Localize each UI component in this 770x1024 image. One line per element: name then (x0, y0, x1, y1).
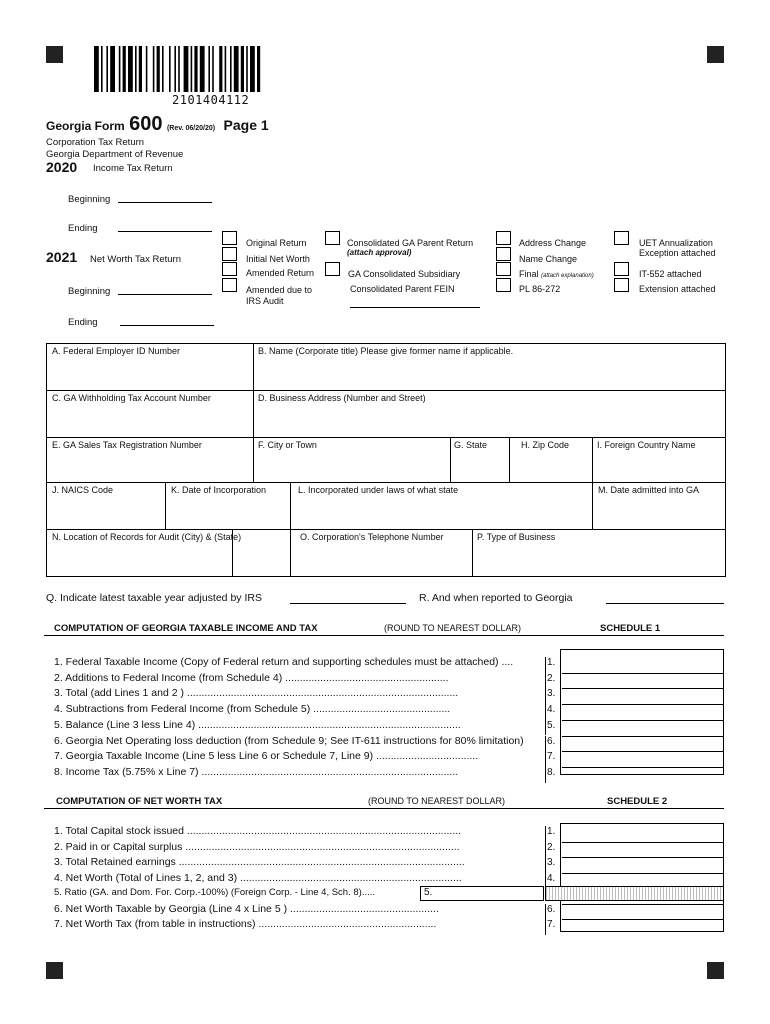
barcode-bar (191, 46, 193, 92)
schedule1-line-1-label: 1. Federal Taxable Income (Copy of Federal return and supporting schedules must be attached) .... (54, 656, 514, 668)
schedule1-amount-box (560, 649, 724, 775)
consolidated-parent-checkbox[interactable] (325, 231, 340, 245)
field-b-label: B. Name (Corporate title) Please give former name if applicable. (258, 346, 514, 356)
schedule2-header (44, 794, 724, 809)
pl-86-272-checkbox[interactable] (496, 278, 511, 292)
schedule2-line-6-label: 6. Net Worth Taxable by Georgia (Line 4 x Line 5 ) ................................................... (54, 902, 439, 915)
field-o-label: O. Corporation's Telephone Number (300, 532, 444, 542)
barcode-bar (128, 46, 133, 92)
field-f-label: F. City or Town (258, 440, 317, 450)
it-552-label: IT-552 attached (639, 269, 702, 279)
extension-checkbox[interactable] (614, 278, 629, 292)
schedule2-ratio-hatch (545, 886, 724, 901)
final-checkbox[interactable] (496, 262, 511, 276)
form-page: Page 1 (223, 117, 269, 133)
barcode-bar (194, 46, 197, 92)
field-g-label: G. State (454, 440, 488, 450)
barcode-bar (219, 46, 222, 92)
field-d-label: D. Business Address (Number and Street) (258, 393, 426, 403)
schedule2-line-3-number: 3. (545, 857, 562, 873)
form-subtitle-1: Corporation Tax Return (46, 137, 145, 148)
schedule2-line-2-number: 2. (545, 842, 562, 858)
schedule1-header (44, 621, 724, 636)
schedule2-ratio-box[interactable] (420, 886, 544, 901)
amended-irs-audit-label-1: Amended due to (246, 285, 313, 295)
field-p-label: P. Type of Business (477, 532, 556, 542)
barcode-number: 2101404112 (172, 93, 250, 107)
schedule2-line-1-number: 1. (545, 826, 562, 842)
schedule1-line-8-label: 8. Income Tax (5.75% x Line 7) ........................................................................................ (54, 765, 459, 778)
schedule1-line-4-number: 4. (545, 704, 562, 720)
barcode-bar (157, 46, 160, 92)
form-subtitle-2: Georgia Department of Revenue (46, 149, 184, 160)
networth-ending-label: Ending (68, 317, 98, 328)
barcode-bar (230, 46, 232, 92)
amended-irs-audit-checkbox[interactable] (222, 278, 237, 292)
q-field[interactable] (290, 603, 406, 604)
barcode-bar (208, 46, 210, 92)
q-label: Q. Indicate latest taxable year adjusted by IRS (46, 592, 262, 604)
schedule2-line-6-number: 6. (545, 904, 562, 920)
networth-year: 2021 (46, 249, 78, 265)
schedule2-line-5-label: 5. Ratio (GA. and Dom. For. Corp.-100%) (Foreign Corp. - Line 4, Sch. 8)..... (54, 887, 376, 898)
barcode-bar (257, 46, 260, 92)
field-l-label: L. Incorporated under laws of what state (298, 485, 459, 495)
consolidated-parent-fein-label: Consolidated Parent FEIN (350, 284, 455, 294)
schedule1-line-3-number: 3. (545, 688, 562, 704)
uet-annualization-label-2: Exception attached (639, 248, 716, 258)
original-return-label: Original Return (246, 238, 307, 248)
schedule1-line-6-label: 6. Georgia Net Operating loss deduction (from Schedule 9; See IT-611 instructions for 80% limitation) (54, 734, 524, 747)
barcode-bar (110, 46, 115, 92)
uet-annualization-label-1: UET Annualization (639, 238, 713, 248)
schedule2-line-7-label: 7. Net Worth Tax (from table in instructions) ............................................................. (54, 918, 437, 930)
schedule1-line-3-label: 3. Total (add Lines 1 and 2 ) ............................................................................................. (54, 687, 459, 700)
consolidated-subsidiary-checkbox[interactable] (325, 262, 340, 276)
pl-86-272-label: PL 86-272 (519, 284, 561, 294)
income-beginning-field[interactable] (118, 202, 212, 203)
schedule1-line-7-label: 7. Georgia Taxable Income (Line 5 less Line 6 or Schedule 7, Line 9) ................................... (54, 750, 479, 763)
it-552-checkbox[interactable] (614, 262, 629, 276)
barcode-bar (250, 46, 255, 92)
corner-mark-top-left (46, 46, 63, 63)
schedule2-line-3-label: 3. Total Retained earnings .................................................................................................. (54, 856, 465, 868)
income-beginning-label: Beginning (68, 194, 111, 205)
field-e-label: E. GA Sales Tax Registration Number (52, 440, 202, 450)
networth-beginning-label: Beginning (68, 286, 111, 297)
field-c-label: C. GA Withholding Tax Account Number (52, 393, 211, 403)
barcode-bar (106, 46, 108, 92)
field-i-label: I. Foreign Country Name (597, 440, 696, 450)
barcode-bar (135, 46, 137, 92)
name-change-checkbox[interactable] (496, 247, 511, 261)
r-label: R. And when reported to Georgia (419, 592, 573, 604)
field-j-label: J. NAICS Code (52, 485, 114, 495)
schedule1-line-5-number: 5. (545, 720, 562, 736)
income-year: 2020 (46, 159, 78, 175)
barcode-bar (174, 46, 176, 92)
schedule2-label: SCHEDULE 2 (607, 796, 668, 807)
barcode-bar (139, 46, 142, 92)
schedule1-line-8-number: 8. (545, 767, 562, 783)
barcode-bar (169, 46, 171, 92)
consolidated-parent-fein-field[interactable] (350, 307, 480, 308)
schedule1-line-5-label: 5. Balance (Line 3 less Line 4) .......................................................................................... (54, 718, 461, 731)
income-ending-label: Ending (68, 223, 98, 234)
initial-net-worth-label: Initial Net Worth (246, 254, 310, 264)
uet-annualization-checkbox[interactable] (614, 231, 629, 245)
schedule2-round: (ROUND TO NEAREST DOLLAR) (368, 796, 506, 806)
income-year-label: Income Tax Return (93, 163, 173, 174)
final-label (519, 269, 594, 279)
schedule1-round: (ROUND TO NEAREST DOLLAR) (384, 623, 522, 633)
schedule1-line-6-number: 6. (545, 736, 562, 752)
schedule2-line-7-number: 7. (545, 919, 562, 935)
consolidated-parent-label: Consolidated GA Parent Return (347, 238, 474, 248)
field-k-label: K. Date of Incorporation (171, 485, 267, 495)
schedule2-line-4-number: 4. (545, 873, 562, 889)
income-ending-field[interactable] (118, 231, 212, 232)
barcode-bar (153, 46, 155, 92)
barcode-bar (146, 46, 148, 92)
corner-mark-bottom-right (707, 962, 724, 979)
field-m-label: M. Date admitted into GA (598, 485, 700, 495)
schedule2-amount-box (560, 823, 724, 932)
field-h-label: H. Zip Code (521, 440, 570, 450)
initial-net-worth-checkbox[interactable] (222, 247, 237, 261)
corner-mark-bottom-left (46, 962, 63, 979)
barcode-bar (225, 46, 227, 92)
amended-return-checkbox[interactable] (222, 262, 237, 276)
schedule1-line-2-number: 2. (545, 673, 562, 689)
consolidated-subsidiary-label: GA Consolidated Subsidiary (348, 269, 461, 279)
networth-beginning-field[interactable] (118, 294, 212, 295)
networth-ending-field[interactable] (120, 325, 214, 326)
corner-mark-top-right (707, 46, 724, 63)
schedule2-line-4-label: 4. Net Worth (Total of Lines 1, 2, and 3) ............................................................................ (54, 871, 462, 884)
address-change-checkbox[interactable] (496, 231, 511, 245)
barcode-bar (246, 46, 248, 92)
name-change-label: Name Change (519, 254, 578, 264)
schedule2-line-2-label: 2. Paid in or Capital surplus .............................................................................................. (54, 840, 460, 853)
schedule2-line-1-label: 1. Total Capital stock issued .............................................................................................. (54, 825, 462, 837)
amended-irs-audit-label-2: IRS Audit (246, 296, 284, 306)
final-label-note: (attach explanation) (541, 273, 594, 279)
barcode-bar (212, 46, 214, 92)
address-change-label: Address Change (519, 238, 587, 248)
barcode-bar (184, 46, 189, 92)
original-return-checkbox[interactable] (222, 231, 237, 245)
barcode-bar (123, 46, 126, 92)
final-label-text: Final (519, 269, 539, 279)
field-a-label: A. Federal Employer ID Number (52, 346, 181, 356)
barcode-bar (234, 46, 239, 92)
form-name: Georgia Form (46, 119, 125, 133)
schedule1-title: COMPUTATION OF GEORGIA TAXABLE INCOME AND TAX (54, 623, 318, 634)
form-rev: (Rev. 06/20/20) (166, 125, 216, 132)
attach-approval-note: (attach approval) (347, 248, 412, 257)
barcode-bar (178, 46, 180, 92)
barcode-bar (94, 46, 99, 92)
schedule1-line-1-number: 1. (545, 657, 562, 673)
barcode-bar (162, 46, 164, 92)
form-number: 600 (129, 113, 163, 135)
barcode (92, 46, 304, 92)
field-n-label: N. Location of Records for Audit (City) & (State) (52, 532, 242, 542)
r-field[interactable] (606, 603, 724, 604)
extension-label: Extension attached (639, 284, 716, 294)
schedule1-label: SCHEDULE 1 (600, 623, 661, 634)
barcode-bar (200, 46, 205, 92)
barcode-bar (101, 46, 103, 92)
barcode-bar (119, 46, 121, 92)
amended-return-label: Amended Return (246, 268, 315, 278)
schedule2-title: COMPUTATION OF NET WORTH TAX (56, 796, 223, 807)
form-title (46, 113, 269, 136)
schedule2-ratio-box-num: 5. (424, 887, 433, 898)
schedule1-line-2-label: 2. Additions to Federal Income (from Schedule 4) ........................................................ (54, 671, 449, 684)
barcode-bar (241, 46, 244, 92)
schedule1-line-4-label: 4. Subtractions from Federal Income (from Schedule 5) ............................................... (54, 703, 451, 716)
schedule1-line-7-number: 7. (545, 751, 562, 767)
networth-year-label: Net Worth Tax Return (90, 254, 181, 265)
